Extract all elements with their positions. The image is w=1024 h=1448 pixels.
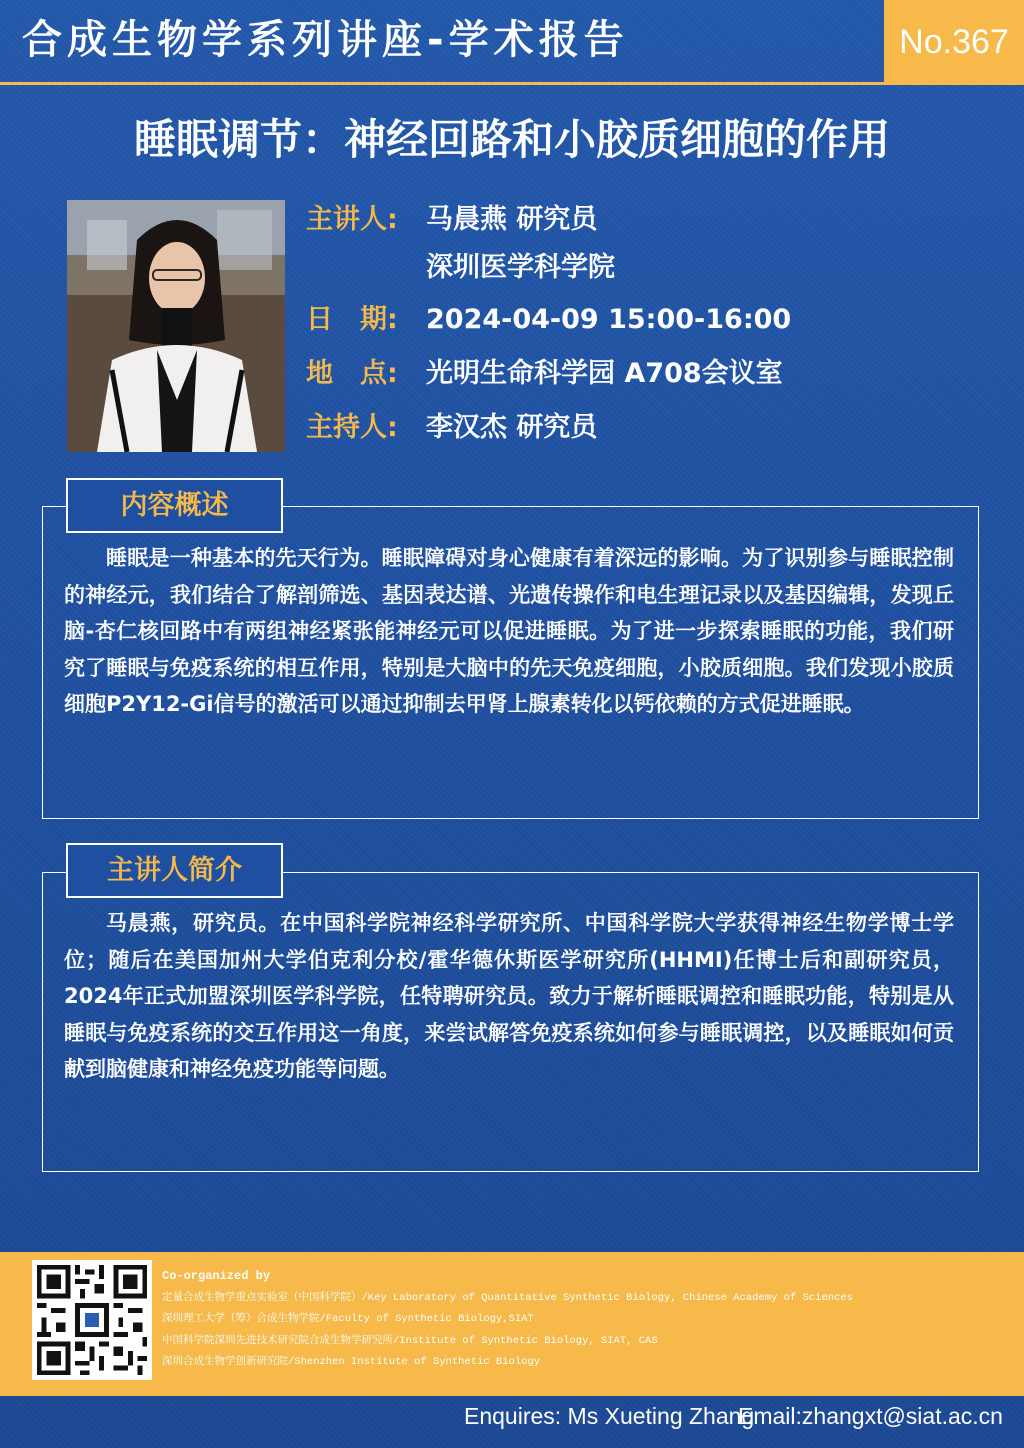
abstract-text: 睡眠是一种基本的先天行为。睡眠障碍对身心健康有着深远的影响。为了识别参与睡眠控制的神经元，我们结合了解剖筛选、基因表达谱、光遗传操作和电生理记录以及基因编辑，发现丘脑-杏仁核回路中有两组神经紧张能神经元可以促进睡眠。为了进一步探索睡眠的功能，我们研究了睡眠与免疫系统的相互作用，特别是大脑中的先天免疫细胞，小胶质细胞。我们发现小胶质细胞P2Y12-Gi信号的激活可以通过抑制去甲肾上腺素转化以钙依赖的方式促进睡眠。: [64, 546, 954, 716]
location-label: 地 点:: [306, 358, 398, 389]
bio-heading: 主讲人简介: [66, 843, 283, 898]
host-label: 主持人:: [306, 412, 398, 443]
host-value: 李汉杰 研究员: [426, 412, 598, 443]
organizer-item: 中国科学院深圳先进技术研究院合成生物学研究所/Institute of Synthetic Biology, SIAT, CAS: [162, 1334, 658, 1347]
organizer-item: 深圳理工大学（筹）合成生物学院/Faculty of Synthetic Biology,SIAT: [162, 1313, 534, 1326]
qr-code-icon: [32, 1260, 152, 1380]
coorganized-label: Co-organized by: [162, 1269, 271, 1283]
organizer-item: 深圳合成生物学创新研究院/Shenzhen Institute of Synthetic Biology: [162, 1356, 541, 1369]
organizers-list: [162, 1266, 1012, 1374]
speaker-photo: [67, 200, 285, 452]
issue-number-badge: No.367: [884, 0, 1024, 85]
speaker-label: 主讲人:: [306, 204, 398, 235]
header-bar: [0, 0, 884, 85]
date-value: 2024-04-09 15:00-16:00: [426, 304, 792, 335]
enquiries-contact: Enquires: Ms Xueting Zhang: [464, 1403, 755, 1429]
talk-title: 睡眠调节：神经回路和小胶质细胞的作用: [133, 115, 890, 164]
abstract-heading: 内容概述: [66, 478, 283, 533]
bio-text: 马晨燕，研究员。在中国科学院神经科学研究所、中国科学院大学获得神经生物学博士学位；随后在美国加州大学伯克利分校/霍华德休斯医学研究所(HHMI)任博士后和副研究员，2024年正式加盟深圳医学科学院，任特聘研究员。致力于解析睡眠调控和睡眠功能，特别是从睡眠与免疫系统的交互作用这一角度，来尝试解答免疫系统如何参与睡眠调控，以及睡眠如何贡献到脑健康和神经免疫功能等问题。: [64, 911, 954, 1081]
contact-email[interactable]: Email:zhangxt@siat.ac.cn: [738, 1403, 1003, 1429]
location-value: 光明生命科学园 A708会议室: [426, 358, 783, 389]
series-title: 合成生物学系列讲座-学术报告: [22, 17, 629, 63]
date-label: 日 期:: [306, 304, 398, 335]
organizer-item: 定量合成生物学重点实验室（中国科学院）/Key Laboratory of Quantitative Synthetic Biology, Chinese Academy of Sciences: [162, 1291, 853, 1304]
speaker-affiliation: 深圳医学科学院: [426, 252, 615, 283]
speaker-name: 马晨燕 研究员: [426, 204, 598, 235]
